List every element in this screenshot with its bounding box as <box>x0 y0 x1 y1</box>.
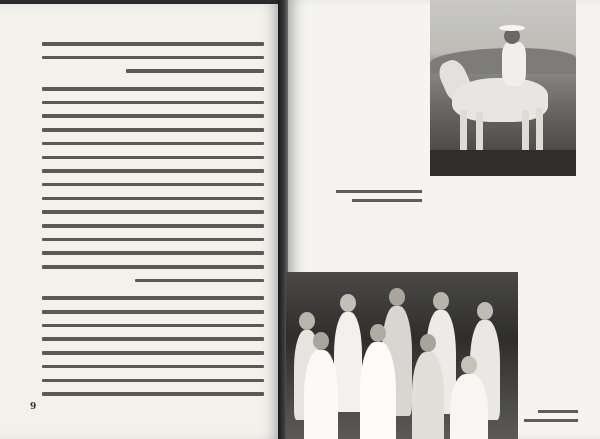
page-number: 9 <box>30 402 37 412</box>
photo-person-face <box>340 294 356 312</box>
photo-person-face <box>433 292 449 310</box>
photo-person-face <box>389 288 405 306</box>
text-line <box>42 296 264 300</box>
caption-line <box>524 419 578 422</box>
photo-ground <box>430 150 576 176</box>
photo-rider-hat <box>499 25 525 31</box>
text-line <box>42 251 264 255</box>
text-line <box>42 128 264 132</box>
text-line <box>42 337 264 341</box>
group-photo-caption <box>522 410 578 428</box>
text-line <box>126 69 264 73</box>
text-line <box>42 365 264 369</box>
photo-person-face <box>477 302 493 320</box>
text-line <box>42 265 264 269</box>
text-line <box>42 56 264 60</box>
photo-person-face <box>370 324 386 342</box>
text-line <box>42 42 264 46</box>
photo-person <box>360 342 396 439</box>
text-line <box>42 101 264 105</box>
text-line <box>42 142 264 146</box>
photo-person-face <box>313 332 329 350</box>
left-page <box>0 4 278 439</box>
text-line <box>42 392 264 396</box>
text-line <box>42 169 264 173</box>
photo-rider <box>502 42 526 86</box>
text-line <box>42 197 264 201</box>
photo-person <box>334 312 362 412</box>
text-line <box>42 114 264 118</box>
body-text-block <box>42 42 264 412</box>
text-line <box>42 310 264 314</box>
text-line <box>42 379 264 383</box>
text-line <box>42 351 264 355</box>
horse-photo-caption <box>336 190 422 208</box>
caption-line <box>352 199 422 202</box>
photo-person-face <box>461 356 477 374</box>
text-line <box>42 183 264 187</box>
group-photo <box>286 272 518 439</box>
text-line <box>135 279 264 283</box>
photo-person <box>412 352 444 439</box>
caption-line <box>336 190 422 193</box>
text-line <box>42 224 264 228</box>
text-line <box>42 238 264 242</box>
photo-person-face <box>420 334 436 352</box>
text-line <box>42 87 264 91</box>
text-line <box>42 156 264 160</box>
horse-rider-photo <box>430 0 576 176</box>
caption-line <box>538 410 578 413</box>
photo-horse-leg <box>536 108 543 154</box>
text-line <box>42 210 264 214</box>
text-line <box>42 324 264 328</box>
photo-person-face <box>299 312 315 330</box>
photo-person <box>450 374 488 439</box>
photo-person <box>304 350 338 439</box>
